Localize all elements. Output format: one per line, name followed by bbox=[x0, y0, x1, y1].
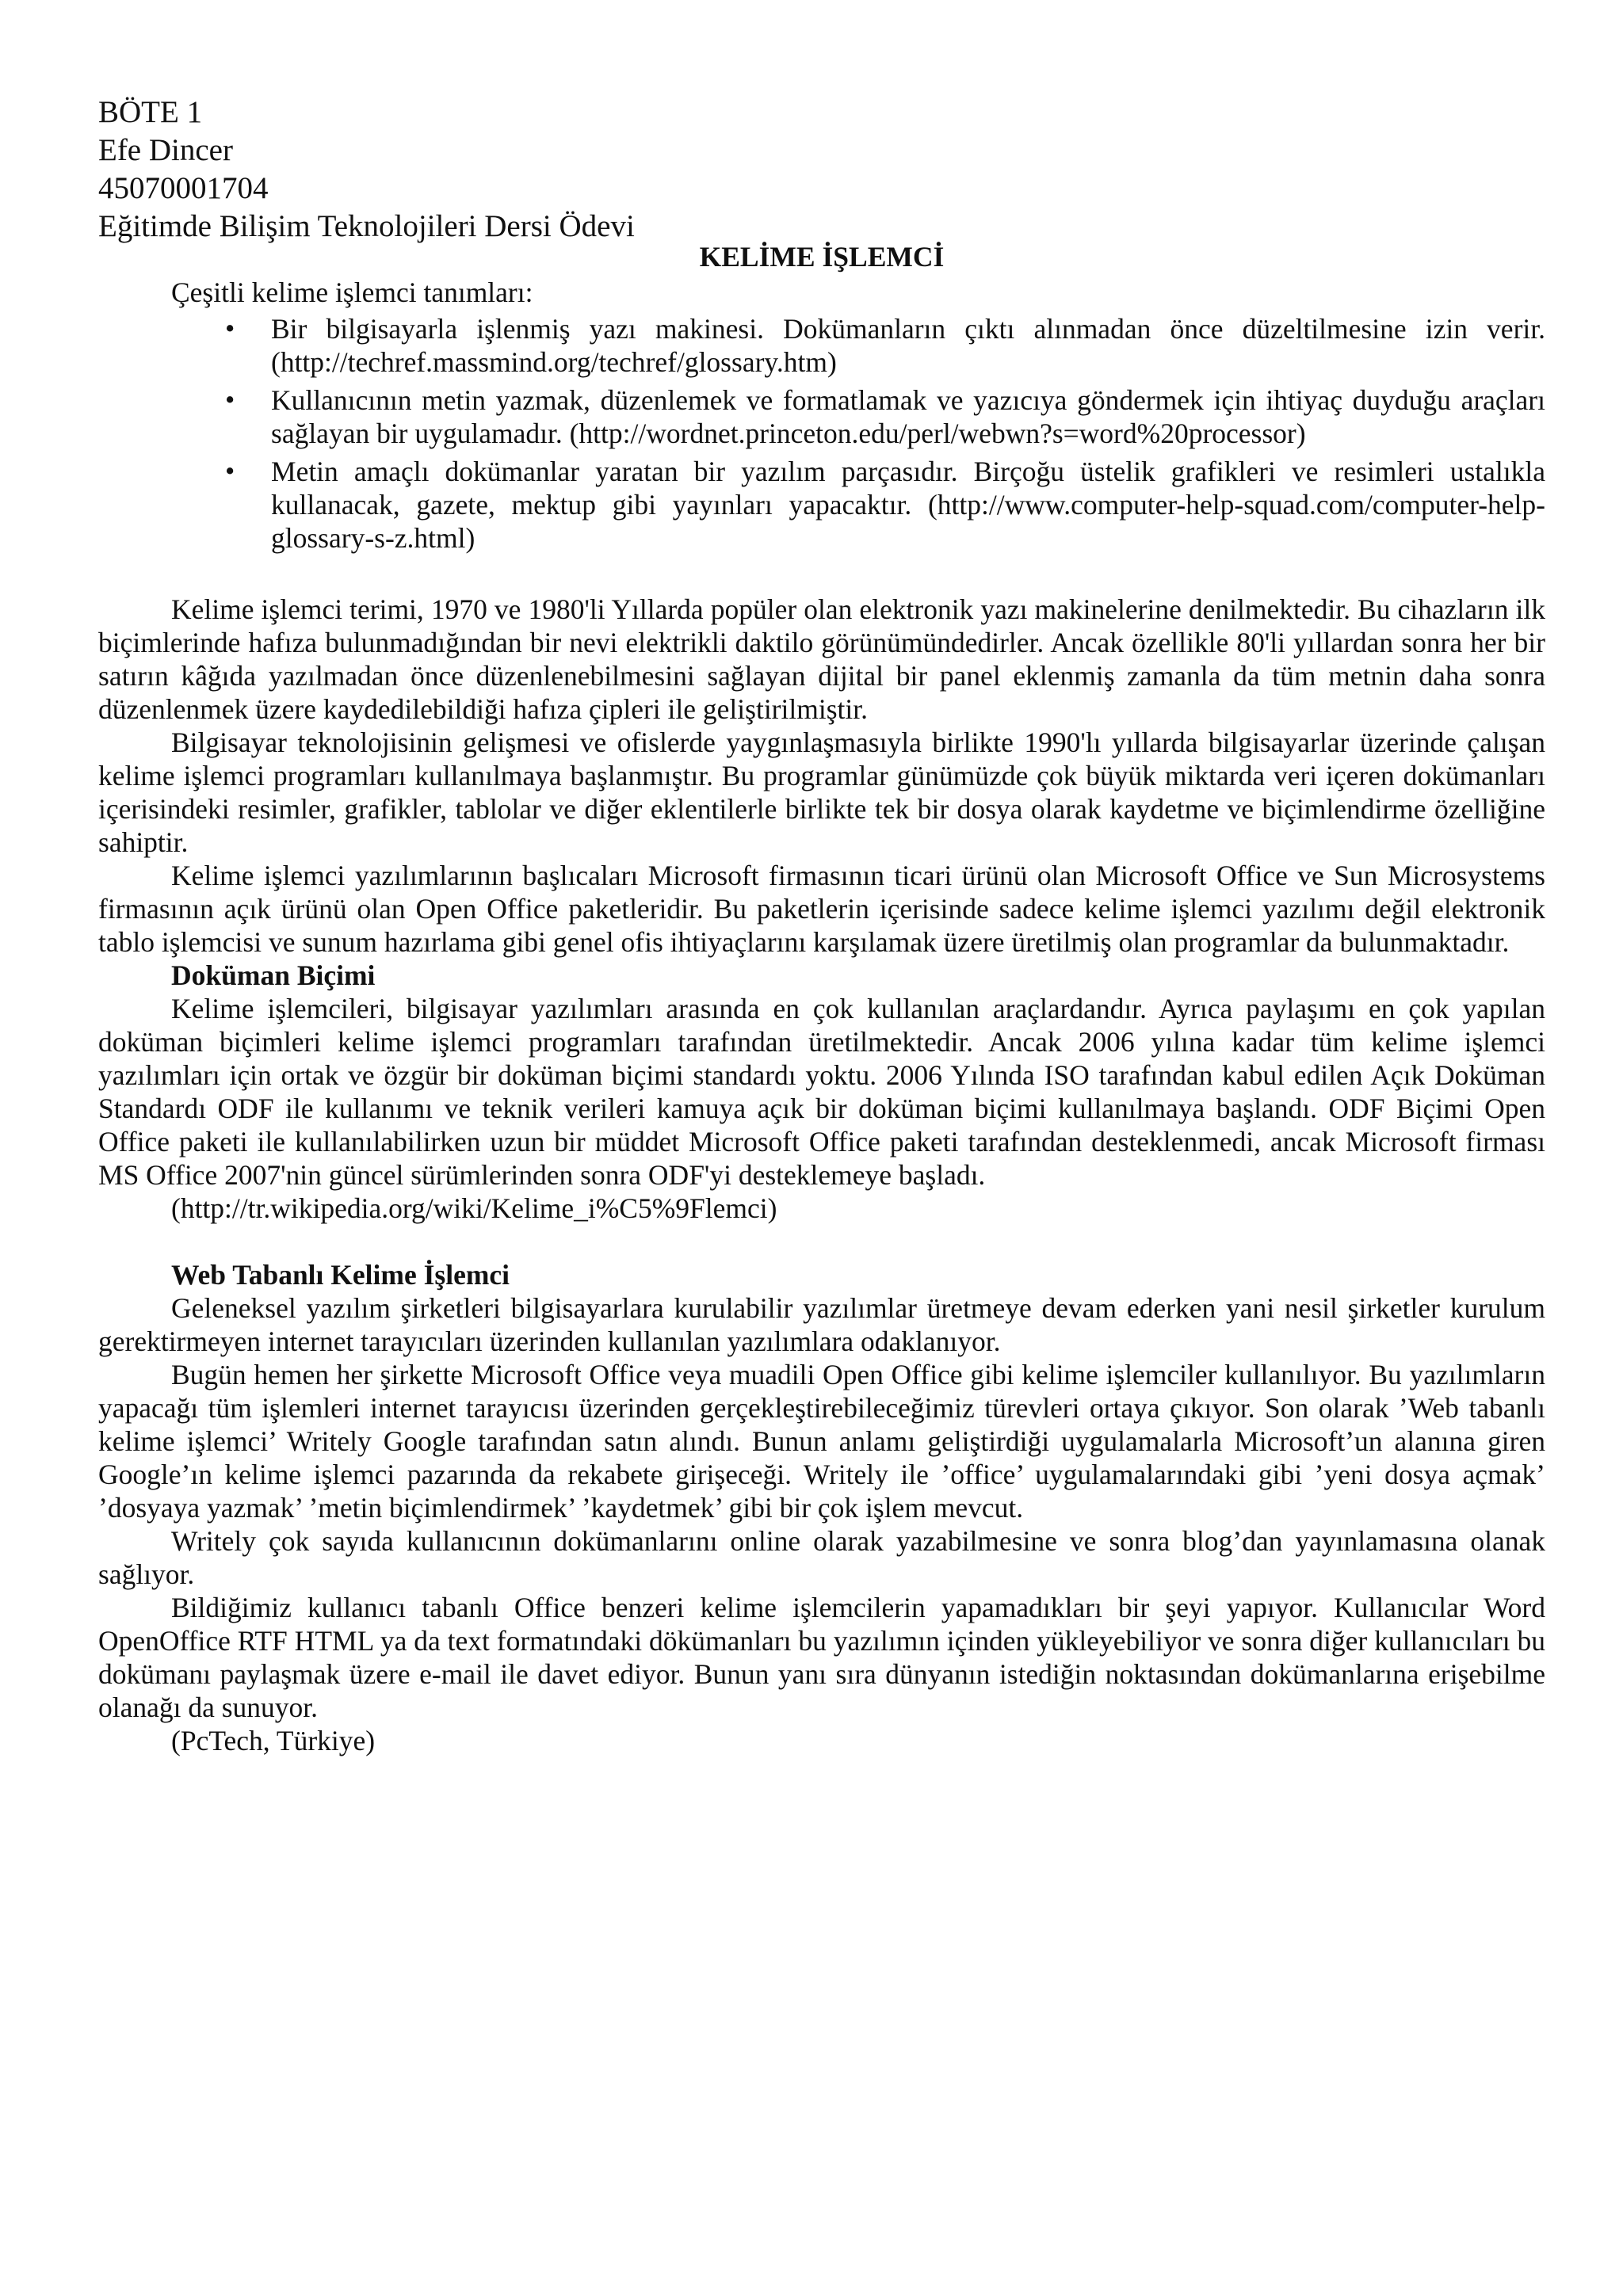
bullet-icon: • bbox=[225, 384, 235, 415]
bullet-icon: • bbox=[225, 456, 235, 486]
definitions-list bbox=[98, 312, 1545, 555]
spacer bbox=[98, 1225, 1545, 1258]
list-item bbox=[225, 312, 1545, 379]
course-code: BÖTE 1 bbox=[98, 95, 203, 129]
spacer bbox=[98, 559, 1545, 593]
paragraph-web-4: Bildiğimiz kullanıcı tabanlı Office benzeri kelime işlemcilerin yapamadıkları bir şeyi yapıyor. Kullanıcılar Word OpenOffice RTF HTML ya da text formatındaki dökümanları bu yazılımın içinden yükleyebiliyor ve sonra diğer kullanıcıları bu dokümanı paylaşmak üzere e-mail ile davet ediyor. Bunun yanı sıra dünyanın istediğin noktasından dokümanlarına erişebilme olanağı da sunuyor. bbox=[98, 1592, 1545, 1723]
paragraph-computers: Bilgisayar teknolojisinin gelişmesi ve ofislerde yaygınlaşmasıyla birlikte 1990'lı yıllarda bilgisayarlar üzerinde çalışan kelime işlemci programları kullanılmaya başlanmıştır. Bu programlar günümüzde çok büyük miktarda veri içeren dokümanları içerisindeki resimler, grafikler, tablolar ve diğer eklentilerle birlikte tek bir dosya olarak kaydetme ve biçimlendirme özelliğine sahiptir. bbox=[98, 727, 1545, 858]
section-heading-doc-format: Doküman Biçimi bbox=[171, 959, 376, 991]
section-heading-web: Web Tabanlı Kelime İşlemci bbox=[171, 1259, 510, 1291]
assignment-title: Eğitimde Bilişim Teknolojileri Dersi Ödevi bbox=[98, 209, 635, 243]
definitions-intro: Çeşitli kelime işlemci tanımları: bbox=[171, 277, 533, 308]
list-item bbox=[225, 383, 1545, 450]
document-title: KELİME İŞLEMCİ bbox=[699, 241, 945, 273]
paragraph-doc-format: Kelime işlemcileri, bilgisayar yazılımları arasında en çok kullanılan araçlardandır. Ayrıca paylaşımı en çok yapılan doküman biçimleri kelime işlemci programları tarafından üretilmektedir. Ancak 2006 yılına kadar tüm kelime işlemci yazılımları için ortak ve özgür bir doküman biçimi standardı yoktu. 2006 Yılında ISO tarafından kabul edilen Açık Doküman Standardı ODF ile kullanımı ve teknik verileri kamuya açık bir doküman biçimi kullanılmaya başlandı. ODF Biçimi Open Office paketi ile kullanılabilirken uzun bir müddet Microsoft Office paketi tarafından desteklenmedi, ancak Microsoft firması MS Office 2007'nin güncel sürümlerinden sonra ODF'yi desteklemeye başladı. bbox=[98, 993, 1545, 1191]
student-number: 45070001704 bbox=[98, 171, 269, 205]
paragraph-software: Kelime işlemci yazılımlarının başlıcaları Microsoft firmasının ticari ürünü olan Microsoft Office ve Sun Microsystems firmasının açık ürünü olan Open Office paketleridir. Bu paketlerin içerisinde sadece kelime işlemci yazılımı değil elektronik tablo işlemcisi ve sunum hazırlama gibi genel ofis ihtiyaçlarını karşılamak üzere üretilmiş olan programlar da bulunmaktadır. bbox=[98, 860, 1545, 958]
definition-text: Metin amaçlı dokümanlar yaratan bir yazılım parçasıdır. Birçoğu üstelik grafikleri ve resimleri ustalıkla kullanacak, gazete, mektup gibi yayınları yapacaktır. (http://www.computer-help-squad.com/computer-help-glossary-s-z.html) bbox=[271, 456, 1545, 554]
student-name: Efe Dincer bbox=[98, 133, 233, 167]
list-item bbox=[225, 455, 1545, 555]
source-citation: (http://tr.wikipedia.org/wiki/Kelime_i%C5%9Flemci) bbox=[171, 1192, 777, 1224]
document-body bbox=[98, 93, 1545, 1757]
bullet-icon: • bbox=[225, 313, 235, 344]
paragraph-web-2: Bugün hemen her şirkette Microsoft Office veya muadili Open Office gibi kelime işlemciler kullanılıyor. Bu yazılımların yapacağı tüm işlemleri internet tarayıcısı üzerinden gerçekleştirebileceğimiz türevleri ortaya çıkıyor. Son olarak ’Web tabanlı kelime işlemci’ Writely Google tarafından satın alındı. Bunun anlamı geliştirdiği uygulamalarla Microsoft’un alanına giren Google’ın kelime işlemci pazarında da rekabete girişeceği. Writely ile ’office’ uygulamalarındaki gibi ’yeni dosya açmak’ ’dosyaya yazmak’ ’metin biçimlendirmek’ ’kaydetmek’ gibi bir çok işlem mevcut. bbox=[98, 1359, 1545, 1524]
paragraph-history: Kelime işlemci terimi, 1970 ve 1980'li Yıllarda popüler olan elektronik yazı makinelerine denilmektedir. Bu cihazların ilk biçimlerinde hafıza bulunmadığından bir nevi elektrikli daktilo görünümündedirler. Ancak özellikle 80'li yıllardan sonra her bir satırın kâğıda yazılmadan önce düzenlenebilmesini sağlayan dijital bir panel eklenmiş zamanla da tüm metnin daha sonra düzenlenmek üzere kaydedilebildiği hafıza çipleri ile geliştirilmiştir. bbox=[98, 593, 1545, 725]
source-citation: (PcTech, Türkiye) bbox=[171, 1725, 376, 1756]
paragraph-web-3: Writely çok sayıda kullanıcının dokümanlarını online olarak yazabilmesine ve sonra blog’dan yayınlamasına olanak sağlıyor. bbox=[98, 1525, 1545, 1590]
student-header bbox=[98, 93, 1545, 246]
paragraph-web-1: Geleneksel yazılım şirketleri bilgisayarlara kurulabilir yazılımlar üretmeye devam ederken yani nesil şirketler kurulum gerektirmeyen internet tarayıcıları üzerinden kullanılan yazılımlara odaklanıyor. bbox=[98, 1292, 1545, 1357]
definition-text: Bir bilgisayarla işlenmiş yazı makinesi. Dokümanların çıktı alınmadan önce düzeltilmesine izin verir. (http://techref.massmind.org/techref/glossary.htm) bbox=[271, 313, 1545, 378]
definition-text: Kullanıcının metin yazmak, düzenlemek ve formatlamak ve yazıcıya göndermek için ihtiyaç duyduğu araçları sağlayan bir uygulamadır. (http://wordnet.princeton.edu/perl/webwn?s=word%20processor) bbox=[271, 384, 1545, 449]
